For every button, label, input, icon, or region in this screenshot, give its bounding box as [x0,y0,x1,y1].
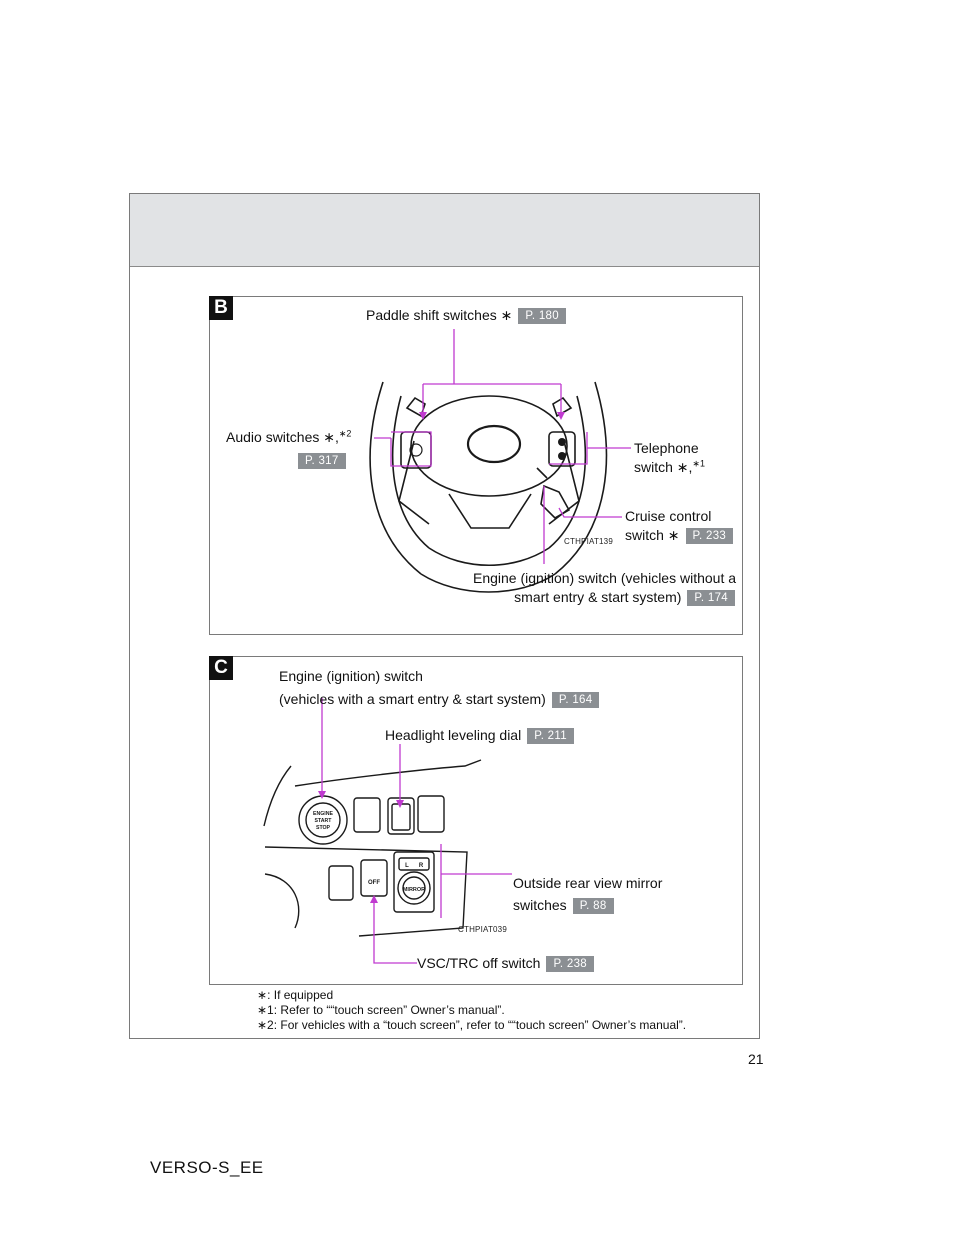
section-b-image-code: CTHPIAT139 [564,537,613,546]
page-number: 21 [748,1051,764,1067]
headlight-dial-label [385,726,574,745]
section-b-letter: B [209,296,233,320]
engine-c-line1: Engine (ignition) switch [279,668,423,684]
engine-button-text-1: ENGINE [313,811,333,817]
engine-button-text-3: STOP [315,825,331,831]
telephone-switch-label [634,439,705,477]
engine-b-page-badge[interactable]: P. 174 [687,590,735,606]
vsc-off-text: OFF [368,880,380,886]
footnote-1 [257,988,686,1003]
cruise-line2: switch ∗ [625,527,680,543]
audio-switches-label [226,428,351,447]
footnote-1-mark: ∗ [257,988,268,1002]
engine-c-line2: (vehicles with a smart entry & start system) [279,691,546,707]
audio-switches-page-badge[interactable]: P. 317 [298,453,346,469]
engine-button-text-2: START [314,818,332,824]
footnote-3-text: : For vehicles with a “touch screen”, refer to ““touch screen” Owner’s manual”. [273,1018,687,1032]
paddle-shift-label [366,306,566,325]
header-band [130,194,759,267]
section-c-letter: C [209,656,233,680]
mirror-page-badge[interactable]: P. 88 [573,898,614,914]
paddle-shift-text: Paddle shift switches ∗ [366,307,513,323]
telephone-line2: switch ∗, [634,459,693,475]
cruise-control-label [625,507,733,545]
paddle-shift-page-badge[interactable]: P. 180 [518,308,566,324]
mirror-line1: Outside rear view mirror [513,875,663,891]
mirror-switches-label [513,874,662,915]
telephone-footnote-mark: ∗1 [692,458,705,469]
footnote-1-text: : If equipped [267,988,334,1002]
mirror-button-text: MIRROR [402,887,426,893]
headlight-page-badge[interactable]: P. 211 [527,728,574,744]
cruise-line1: Cruise control [625,508,712,524]
engine-switch-b-label [473,569,735,607]
vsc-trc-label [417,954,594,973]
headlight-text: Headlight leveling dial [385,727,522,743]
engine-b-line1: Engine (ignition) switch (vehicles without a [473,570,737,586]
engine-switch-c-label [279,667,599,709]
footnotes [257,988,686,1033]
cruise-page-badge[interactable]: P. 233 [686,528,734,544]
audio-footnote-mark: ∗2 [338,428,352,439]
mirror-r-text: R [418,863,424,869]
footnote-2-text: : Refer to ““touch screen” Owner’s manual”. [273,1003,505,1017]
telephone-line1: Telephone [634,440,699,456]
vsc-text: VSC/TRC off switch [417,955,541,971]
engine-c-page-badge[interactable]: P. 164 [552,692,600,708]
section-c-image-code: CTHPIAT039 [458,925,507,934]
engine-b-line2: smart entry & start system) [514,589,682,605]
mirror-l-text: L [405,863,409,869]
vsc-page-badge[interactable]: P. 238 [546,956,594,972]
footnote-2 [257,1003,686,1018]
footnote-3 [257,1018,686,1033]
footer-code: VERSO-S_EE [150,1158,264,1177]
audio-page-wrap [298,451,346,470]
audio-switches-text: Audio switches ∗, [226,429,339,445]
footnote-2-mark: ∗1 [257,1003,274,1017]
mirror-line2: switches [513,897,567,913]
footnote-3-mark: ∗2 [257,1018,274,1032]
